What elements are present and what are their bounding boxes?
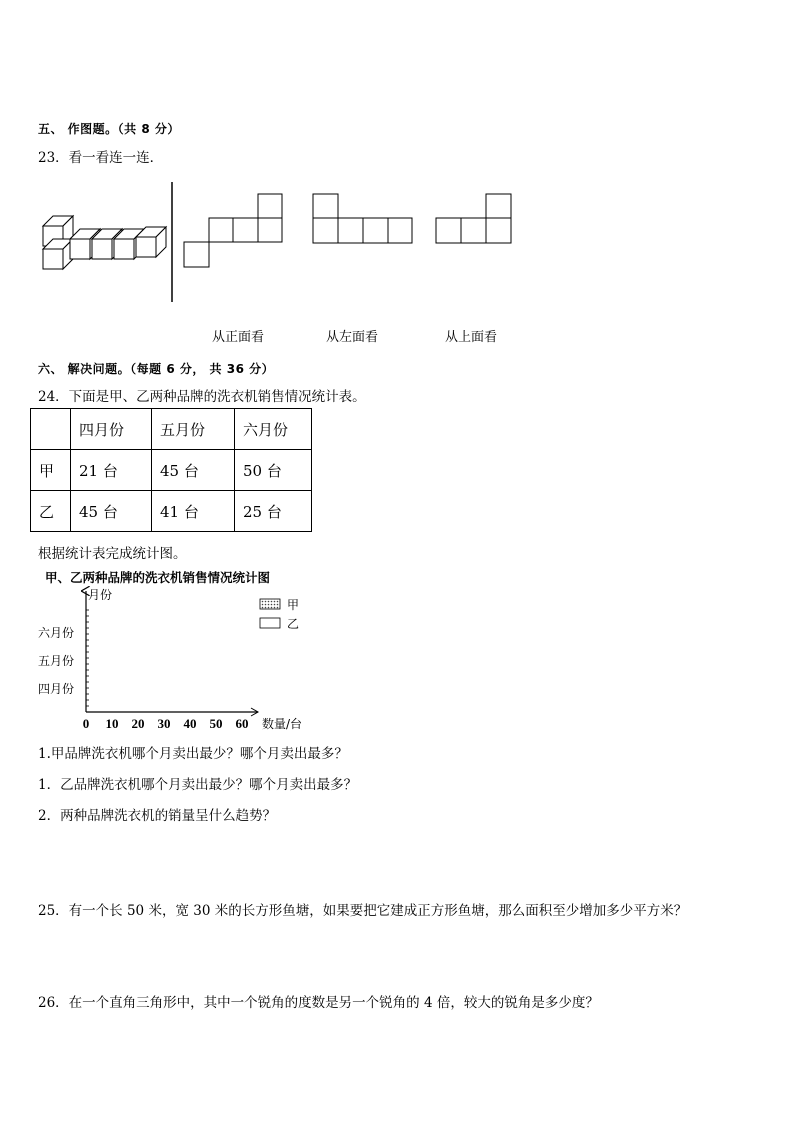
table-cell: 45 台 — [152, 450, 235, 491]
table-cell: 甲 — [31, 450, 71, 491]
table-cell: 乙 — [31, 491, 71, 532]
legend-label-yi: 乙 — [287, 617, 300, 631]
view-figure-2 — [312, 193, 416, 247]
question-25-text: 25．有一个长 50 米，宽 30 米的长方形鱼塘，如果要把它建成正方形鱼塘，那么面积至少增加多少平方米？ — [38, 903, 688, 919]
x-tick-label: 20 — [131, 716, 145, 731]
chart-instruction: 根据统计表完成统计图。 — [38, 546, 187, 562]
question-24-text: 24．下面是甲、乙两种品牌的洗衣机销售情况统计表。 — [38, 389, 366, 405]
table-header-cell: 六月份 — [235, 409, 312, 450]
view-label-top: 从上面看 — [445, 330, 498, 345]
x-tick-label: 60 — [235, 716, 249, 731]
legend-swatch-jia — [260, 599, 280, 609]
x-tick-label: 40 — [183, 716, 197, 731]
legend-swatch-yi — [260, 618, 280, 628]
cube-figure-3d — [40, 215, 160, 275]
table-cell: 21 台 — [71, 450, 152, 491]
table-header-cell: 四月份 — [71, 409, 152, 450]
x-axis-label: 数量/台 — [262, 717, 303, 731]
legend-label-jia: 甲 — [287, 598, 300, 612]
table-header-cell — [31, 409, 71, 450]
table-cell: 50 台 — [235, 450, 312, 491]
x-tick-label: 0 — [82, 716, 90, 731]
table-row — [31, 491, 312, 532]
view-label-front: 从正面看 — [212, 330, 265, 345]
y-tick-label: 六月份 — [38, 626, 75, 640]
x-tick-label: 50 — [209, 716, 223, 731]
bar-chart — [30, 585, 320, 735]
y-tick-label: 五月份 — [38, 654, 75, 668]
table-row — [31, 450, 312, 491]
view-label-left: 从左面看 — [326, 330, 379, 345]
chart-title: 甲、乙两种品牌的洗衣机销售情况统计图 — [45, 570, 271, 585]
table-cell: 41 台 — [152, 491, 235, 532]
table-cell: 25 台 — [235, 491, 312, 532]
x-tick-label: 30 — [157, 716, 171, 731]
table-header-row — [31, 409, 312, 450]
divider-line — [170, 182, 174, 302]
y-axis-label: 月份 — [88, 588, 113, 602]
table-header-cell: 五月份 — [152, 409, 235, 450]
question-23-text: 23．看一看连一连． — [38, 150, 164, 166]
sales-table — [30, 408, 312, 532]
table-cell: 45 台 — [71, 491, 152, 532]
question-26-text: 26．在一个直角三角形中，其中一个锐角的度数是另一个锐角的 4 倍，较大的锐角是多少度？ — [38, 995, 599, 1011]
y-tick-label: 四月份 — [38, 682, 75, 696]
view-figure-3 — [435, 193, 515, 247]
view-figure-1 — [183, 193, 285, 271]
question-24-sub3: 2．两种品牌洗衣机的销量呈什么趋势？ — [38, 808, 277, 824]
x-tick-label: 10 — [105, 716, 119, 731]
question-24-sub1: 1.甲品牌洗衣机哪个月卖出最少？哪个月卖出最多？ — [38, 746, 348, 762]
section-6-title: 六、 解决问题。（每题 6 分， 共 36 分） — [38, 362, 275, 376]
section-5-title: 五、 作图题。（共 8 分） — [38, 122, 180, 136]
question-24-sub2: 1．乙品牌洗衣机哪个月卖出最少？哪个月卖出最多？ — [38, 777, 358, 793]
